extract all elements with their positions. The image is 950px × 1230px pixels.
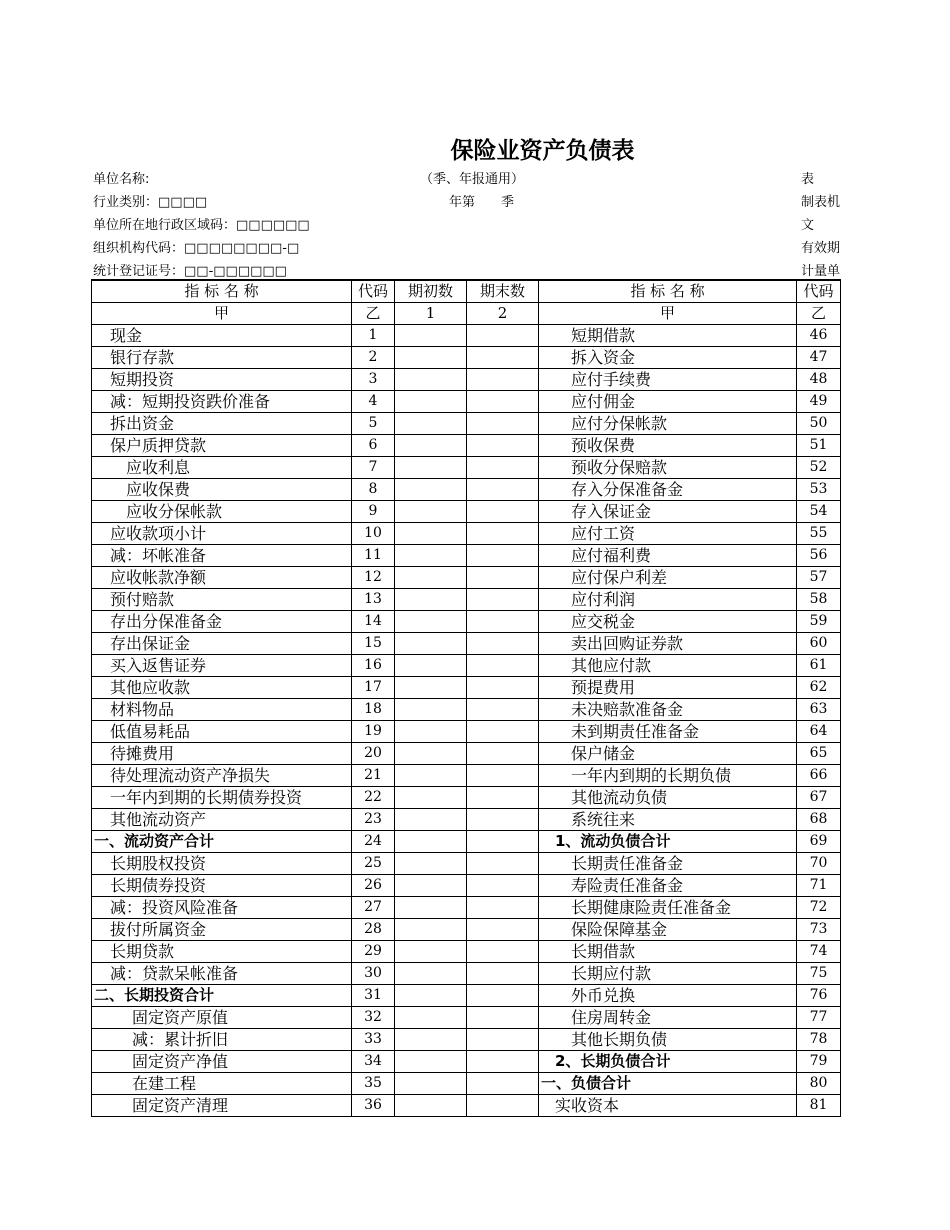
asset-item-name: 减：坏帐准备 [92, 545, 352, 567]
liability-item-code: 67 [797, 787, 841, 809]
subheader-name-right: 甲 [539, 303, 797, 325]
asset-item-name: 应收分保帐款 [92, 501, 352, 523]
end-value-cell[interactable] [467, 347, 539, 369]
begin-value-cell[interactable] [395, 941, 467, 963]
liability-item-code: 75 [797, 963, 841, 985]
end-value-cell[interactable] [467, 633, 539, 655]
table-row [92, 501, 841, 523]
table-row [92, 809, 841, 831]
liability-item-code: 60 [797, 633, 841, 655]
begin-value-cell[interactable] [395, 1073, 467, 1095]
end-value-cell[interactable] [467, 765, 539, 787]
asset-item-code: 22 [352, 787, 395, 809]
begin-value-cell[interactable] [395, 853, 467, 875]
begin-value-cell[interactable] [395, 1007, 467, 1029]
liability-item-name: 其他长期负债 [539, 1029, 797, 1051]
asset-item-code: 29 [352, 941, 395, 963]
table-row [92, 611, 841, 633]
begin-value-cell[interactable] [395, 787, 467, 809]
liability-item-code: 65 [797, 743, 841, 765]
begin-value-cell[interactable] [395, 1051, 467, 1073]
liability-item-name: 应付保户利差 [539, 567, 797, 589]
asset-item-name: 材料物品 [92, 699, 352, 721]
begin-value-cell[interactable] [395, 831, 467, 853]
liability-item-name: 其他应付款 [539, 655, 797, 677]
table-row [92, 567, 841, 589]
liability-item-code: 53 [797, 479, 841, 501]
liability-item-code: 66 [797, 765, 841, 787]
liability-item-name: 存入分保准备金 [539, 479, 797, 501]
asset-item-code: 36 [352, 1095, 395, 1117]
asset-item-code: 24 [352, 831, 395, 853]
liability-item-code: 72 [797, 897, 841, 919]
header-name: 指 标 名 称 [92, 280, 352, 303]
subheader-code: 乙 [352, 303, 395, 325]
end-value-cell[interactable] [467, 721, 539, 743]
liability-item-name: 存入保证金 [539, 501, 797, 523]
liability-item-name: 未决赔款准备金 [539, 699, 797, 721]
asset-item-name: 长期债券投资 [92, 875, 352, 897]
end-value-cell[interactable] [467, 787, 539, 809]
table-row [92, 1007, 841, 1029]
end-value-cell[interactable] [467, 677, 539, 699]
asset-item-code: 4 [352, 391, 395, 413]
end-value-cell[interactable] [467, 457, 539, 479]
liability-item-code: 69 [797, 831, 841, 853]
liability-item-name: 系统往来 [539, 809, 797, 831]
liability-item-name: 其他流动负债 [539, 787, 797, 809]
begin-value-cell[interactable] [395, 391, 467, 413]
end-value-cell[interactable] [467, 545, 539, 567]
asset-item-name: 固定资产原值 [92, 1007, 352, 1029]
end-value-cell[interactable] [467, 611, 539, 633]
liability-item-code: 54 [797, 501, 841, 523]
liability-item-name: 应交税金 [539, 611, 797, 633]
asset-item-code: 9 [352, 501, 395, 523]
table-row [92, 919, 841, 941]
end-value-cell[interactable] [467, 919, 539, 941]
liability-item-name: 长期健康险责任准备金 [539, 897, 797, 919]
asset-item-name: 减：累计折旧 [92, 1029, 352, 1051]
asset-item-code: 14 [352, 611, 395, 633]
begin-value-cell[interactable] [395, 325, 467, 347]
liability-item-code: 78 [797, 1029, 841, 1051]
liability-item-name: 长期借款 [539, 941, 797, 963]
end-value-cell[interactable] [467, 325, 539, 347]
liability-item-code: 68 [797, 809, 841, 831]
liability-item-code: 51 [797, 435, 841, 457]
asset-item-name: 待摊费用 [92, 743, 352, 765]
liability-item-name: 应付佣金 [539, 391, 797, 413]
liability-item-code: 47 [797, 347, 841, 369]
liability-item-code: 74 [797, 941, 841, 963]
asset-item-code: 10 [352, 523, 395, 545]
asset-item-code: 19 [352, 721, 395, 743]
asset-item-code: 20 [352, 743, 395, 765]
liability-item-name: 一年内到期的长期负债 [539, 765, 797, 787]
page-title: 保险业资产负债表 [450, 138, 635, 164]
table-row [92, 787, 841, 809]
asset-item-name: 存出分保准备金 [92, 611, 352, 633]
asset-item-name: 拆出资金 [92, 413, 352, 435]
table-row [92, 545, 841, 567]
begin-value-cell[interactable] [395, 633, 467, 655]
header-row [92, 280, 841, 303]
begin-value-cell[interactable] [395, 919, 467, 941]
table-row [92, 831, 841, 853]
liability-item-code: 71 [797, 875, 841, 897]
begin-value-cell[interactable] [395, 985, 467, 1007]
end-value-cell[interactable] [467, 699, 539, 721]
asset-item-name: 其他流动资产 [92, 809, 352, 831]
end-value-cell[interactable] [467, 831, 539, 853]
asset-item-code: 12 [352, 567, 395, 589]
table-row [92, 457, 841, 479]
liability-item-name: 应付手续费 [539, 369, 797, 391]
liability-item-name: 长期应付款 [539, 963, 797, 985]
begin-value-cell[interactable] [395, 413, 467, 435]
begin-value-cell[interactable] [395, 457, 467, 479]
table-row [92, 875, 841, 897]
report-type-label: （季、年报通用） [420, 172, 525, 187]
liability-item-name: 实收资本 [539, 1095, 797, 1117]
liability-item-code: 61 [797, 655, 841, 677]
asset-item-name: 固定资产净值 [92, 1051, 352, 1073]
reg-no-label: 统计登记证号：□□-□□□□□□ [93, 264, 287, 279]
table-row [92, 369, 841, 391]
begin-value-cell[interactable] [395, 809, 467, 831]
table-row [92, 479, 841, 501]
liability-item-name: 短期借款 [539, 325, 797, 347]
begin-value-cell[interactable] [395, 963, 467, 985]
table-row [92, 633, 841, 655]
asset-item-name: 短期投资 [92, 369, 352, 391]
header-code: 代码 [352, 280, 395, 303]
table-row [92, 677, 841, 699]
table-row [92, 589, 841, 611]
end-value-cell[interactable] [467, 941, 539, 963]
end-value-cell[interactable] [467, 853, 539, 875]
asset-item-code: 30 [352, 963, 395, 985]
liability-item-code: 76 [797, 985, 841, 1007]
liability-item-name: 住房周转金 [539, 1007, 797, 1029]
end-value-cell[interactable] [467, 809, 539, 831]
liability-item-name: 拆入资金 [539, 347, 797, 369]
begin-value-cell[interactable] [395, 347, 467, 369]
asset-item-code: 1 [352, 325, 395, 347]
end-value-cell[interactable] [467, 567, 539, 589]
table-row [92, 391, 841, 413]
end-value-cell[interactable] [467, 1095, 539, 1117]
end-value-cell[interactable] [467, 1051, 539, 1073]
begin-value-cell[interactable] [395, 611, 467, 633]
begin-value-cell[interactable] [395, 435, 467, 457]
liability-item-code: 49 [797, 391, 841, 413]
form-label: 表 [801, 172, 815, 187]
asset-item-code: 8 [352, 479, 395, 501]
liability-item-name: 1、流动负债合计 [539, 831, 797, 853]
begin-value-cell[interactable] [395, 765, 467, 787]
asset-item-name: 减：贷款呆帐准备 [92, 963, 352, 985]
asset-item-name: 拔付所属资金 [92, 919, 352, 941]
liability-item-name: 长期责任准备金 [539, 853, 797, 875]
header-code-right: 代码 [797, 280, 841, 303]
asset-item-name: 银行存款 [92, 347, 352, 369]
liability-item-code: 77 [797, 1007, 841, 1029]
end-value-cell[interactable] [467, 1007, 539, 1029]
liability-item-name: 外币兑换 [539, 985, 797, 1007]
table-row [92, 1029, 841, 1051]
asset-item-code: 35 [352, 1073, 395, 1095]
end-value-cell[interactable] [467, 743, 539, 765]
header-end: 期末数 [467, 280, 539, 303]
asset-item-code: 31 [352, 985, 395, 1007]
table-row [92, 897, 841, 919]
asset-item-name: 低值易耗品 [92, 721, 352, 743]
liability-item-name: 一、负债合计 [539, 1073, 797, 1095]
table-row [92, 941, 841, 963]
asset-item-code: 3 [352, 369, 395, 391]
liability-item-code: 57 [797, 567, 841, 589]
header-begin: 期初数 [395, 280, 467, 303]
asset-item-code: 33 [352, 1029, 395, 1051]
asset-item-code: 2 [352, 347, 395, 369]
liability-item-name: 未到期责任准备金 [539, 721, 797, 743]
asset-item-name: 其他应收款 [92, 677, 352, 699]
begin-value-cell[interactable] [395, 897, 467, 919]
end-value-cell[interactable] [467, 875, 539, 897]
begin-value-cell[interactable] [395, 1095, 467, 1117]
table-row [92, 1051, 841, 1073]
period-label: 年第 季 [449, 195, 515, 210]
asset-item-code: 21 [352, 765, 395, 787]
asset-item-code: 11 [352, 545, 395, 567]
end-value-cell[interactable] [467, 985, 539, 1007]
begin-value-cell[interactable] [395, 677, 467, 699]
table-row [92, 765, 841, 787]
end-value-cell[interactable] [467, 1029, 539, 1051]
end-value-cell[interactable] [467, 963, 539, 985]
table-row [92, 985, 841, 1007]
asset-item-code: 26 [352, 875, 395, 897]
begin-value-cell[interactable] [395, 545, 467, 567]
end-value-cell[interactable] [467, 479, 539, 501]
begin-value-cell[interactable] [395, 1029, 467, 1051]
end-value-cell[interactable] [467, 897, 539, 919]
asset-item-name: 长期股权投资 [92, 853, 352, 875]
asset-item-name: 一、流动资产合计 [92, 831, 352, 853]
begin-value-cell[interactable] [395, 567, 467, 589]
liability-item-code: 81 [797, 1095, 841, 1117]
liability-item-name: 2、长期负债合计 [539, 1051, 797, 1073]
table-row [92, 1073, 841, 1095]
end-value-cell[interactable] [467, 1073, 539, 1095]
doc-label: 文 [801, 218, 815, 233]
table-row [92, 721, 841, 743]
begin-value-cell[interactable] [395, 501, 467, 523]
liability-item-code: 50 [797, 413, 841, 435]
liability-item-name: 预收分保赔款 [539, 457, 797, 479]
table-row [92, 963, 841, 985]
subheader-code-right: 乙 [797, 303, 841, 325]
asset-item-name: 二、长期投资合计 [92, 985, 352, 1007]
asset-item-name: 一年内到期的长期债券投资 [92, 787, 352, 809]
liability-item-name: 卖出回购证券款 [539, 633, 797, 655]
asset-item-code: 17 [352, 677, 395, 699]
liability-item-name: 应付利润 [539, 589, 797, 611]
liability-item-name: 保户储金 [539, 743, 797, 765]
table-row [92, 523, 841, 545]
asset-item-name: 减：投资风险准备 [92, 897, 352, 919]
asset-item-name: 应收保费 [92, 479, 352, 501]
balance-sheet-table [91, 279, 841, 1117]
liability-item-code: 80 [797, 1073, 841, 1095]
asset-item-name: 应收帐款净额 [92, 567, 352, 589]
asset-item-name: 长期贷款 [92, 941, 352, 963]
begin-value-cell[interactable] [395, 479, 467, 501]
industry-label: 行业类别：□□□□ [93, 195, 208, 210]
liability-item-code: 59 [797, 611, 841, 633]
asset-item-code: 7 [352, 457, 395, 479]
liability-item-name: 预提费用 [539, 677, 797, 699]
asset-item-name: 待处理流动资产净损失 [92, 765, 352, 787]
end-value-cell[interactable] [467, 655, 539, 677]
maker-label: 制表机 [801, 195, 841, 210]
end-value-cell[interactable] [467, 369, 539, 391]
liability-item-name: 预收保费 [539, 435, 797, 457]
liability-item-code: 62 [797, 677, 841, 699]
liability-item-name: 应付福利费 [539, 545, 797, 567]
liability-item-code: 52 [797, 457, 841, 479]
subheader-row [92, 303, 841, 325]
begin-value-cell[interactable] [395, 369, 467, 391]
liability-item-name: 应付工资 [539, 523, 797, 545]
liability-item-name: 寿险责任准备金 [539, 875, 797, 897]
end-value-cell[interactable] [467, 391, 539, 413]
unit-name-label: 单位名称: [93, 172, 150, 187]
end-value-cell[interactable] [467, 501, 539, 523]
end-value-cell[interactable] [467, 413, 539, 435]
table-row [92, 325, 841, 347]
begin-value-cell[interactable] [395, 523, 467, 545]
end-value-cell[interactable] [467, 523, 539, 545]
subheader-name: 甲 [92, 303, 352, 325]
begin-value-cell[interactable] [395, 875, 467, 897]
table-row [92, 435, 841, 457]
asset-item-name: 现金 [92, 325, 352, 347]
liability-item-name: 应付分保帐款 [539, 413, 797, 435]
asset-item-code: 28 [352, 919, 395, 941]
valid-label: 有效期 [801, 241, 841, 256]
table-row [92, 655, 841, 677]
liability-item-code: 55 [797, 523, 841, 545]
asset-item-name: 保户质押贷款 [92, 435, 352, 457]
end-value-cell[interactable] [467, 435, 539, 457]
asset-item-code: 32 [352, 1007, 395, 1029]
begin-value-cell[interactable] [395, 589, 467, 611]
liability-item-code: 73 [797, 919, 841, 941]
liability-item-name: 保险保障基金 [539, 919, 797, 941]
asset-item-name: 存出保证金 [92, 633, 352, 655]
table-row [92, 853, 841, 875]
liability-item-code: 64 [797, 721, 841, 743]
asset-item-code: 6 [352, 435, 395, 457]
table-row [92, 743, 841, 765]
header-name-right: 指 标 名 称 [539, 280, 797, 303]
liability-item-code: 48 [797, 369, 841, 391]
asset-item-code: 27 [352, 897, 395, 919]
subheader-begin: 1 [395, 303, 467, 325]
table-row [92, 413, 841, 435]
asset-item-name: 应收利息 [92, 457, 352, 479]
liability-item-code: 58 [797, 589, 841, 611]
liability-item-code: 70 [797, 853, 841, 875]
asset-item-code: 16 [352, 655, 395, 677]
unit-label: 计量单 [801, 264, 841, 279]
table-row [92, 1095, 841, 1117]
asset-item-name: 减：短期投资跌价准备 [92, 391, 352, 413]
asset-item-code: 5 [352, 413, 395, 435]
begin-value-cell[interactable] [395, 699, 467, 721]
asset-item-code: 15 [352, 633, 395, 655]
asset-item-name: 买入返售证券 [92, 655, 352, 677]
liability-item-code: 63 [797, 699, 841, 721]
asset-item-code: 13 [352, 589, 395, 611]
begin-value-cell[interactable] [395, 743, 467, 765]
asset-item-name: 固定资产清理 [92, 1095, 352, 1117]
end-value-cell[interactable] [467, 589, 539, 611]
begin-value-cell[interactable] [395, 721, 467, 743]
asset-item-code: 34 [352, 1051, 395, 1073]
table-row [92, 699, 841, 721]
begin-value-cell[interactable] [395, 655, 467, 677]
liability-item-code: 46 [797, 325, 841, 347]
liability-item-code: 56 [797, 545, 841, 567]
asset-item-code: 25 [352, 853, 395, 875]
liability-item-code: 79 [797, 1051, 841, 1073]
table-row [92, 347, 841, 369]
asset-item-name: 应收款项小计 [92, 523, 352, 545]
asset-item-code: 18 [352, 699, 395, 721]
region-code-label: 单位所在地行政区域码：□□□□□□ [93, 218, 310, 233]
asset-item-name: 在建工程 [92, 1073, 352, 1095]
asset-item-code: 23 [352, 809, 395, 831]
asset-item-name: 预付赔款 [92, 589, 352, 611]
subheader-end: 2 [467, 303, 539, 325]
org-code-label: 组织机构代码：□□□□□□□□-□ [93, 241, 300, 256]
